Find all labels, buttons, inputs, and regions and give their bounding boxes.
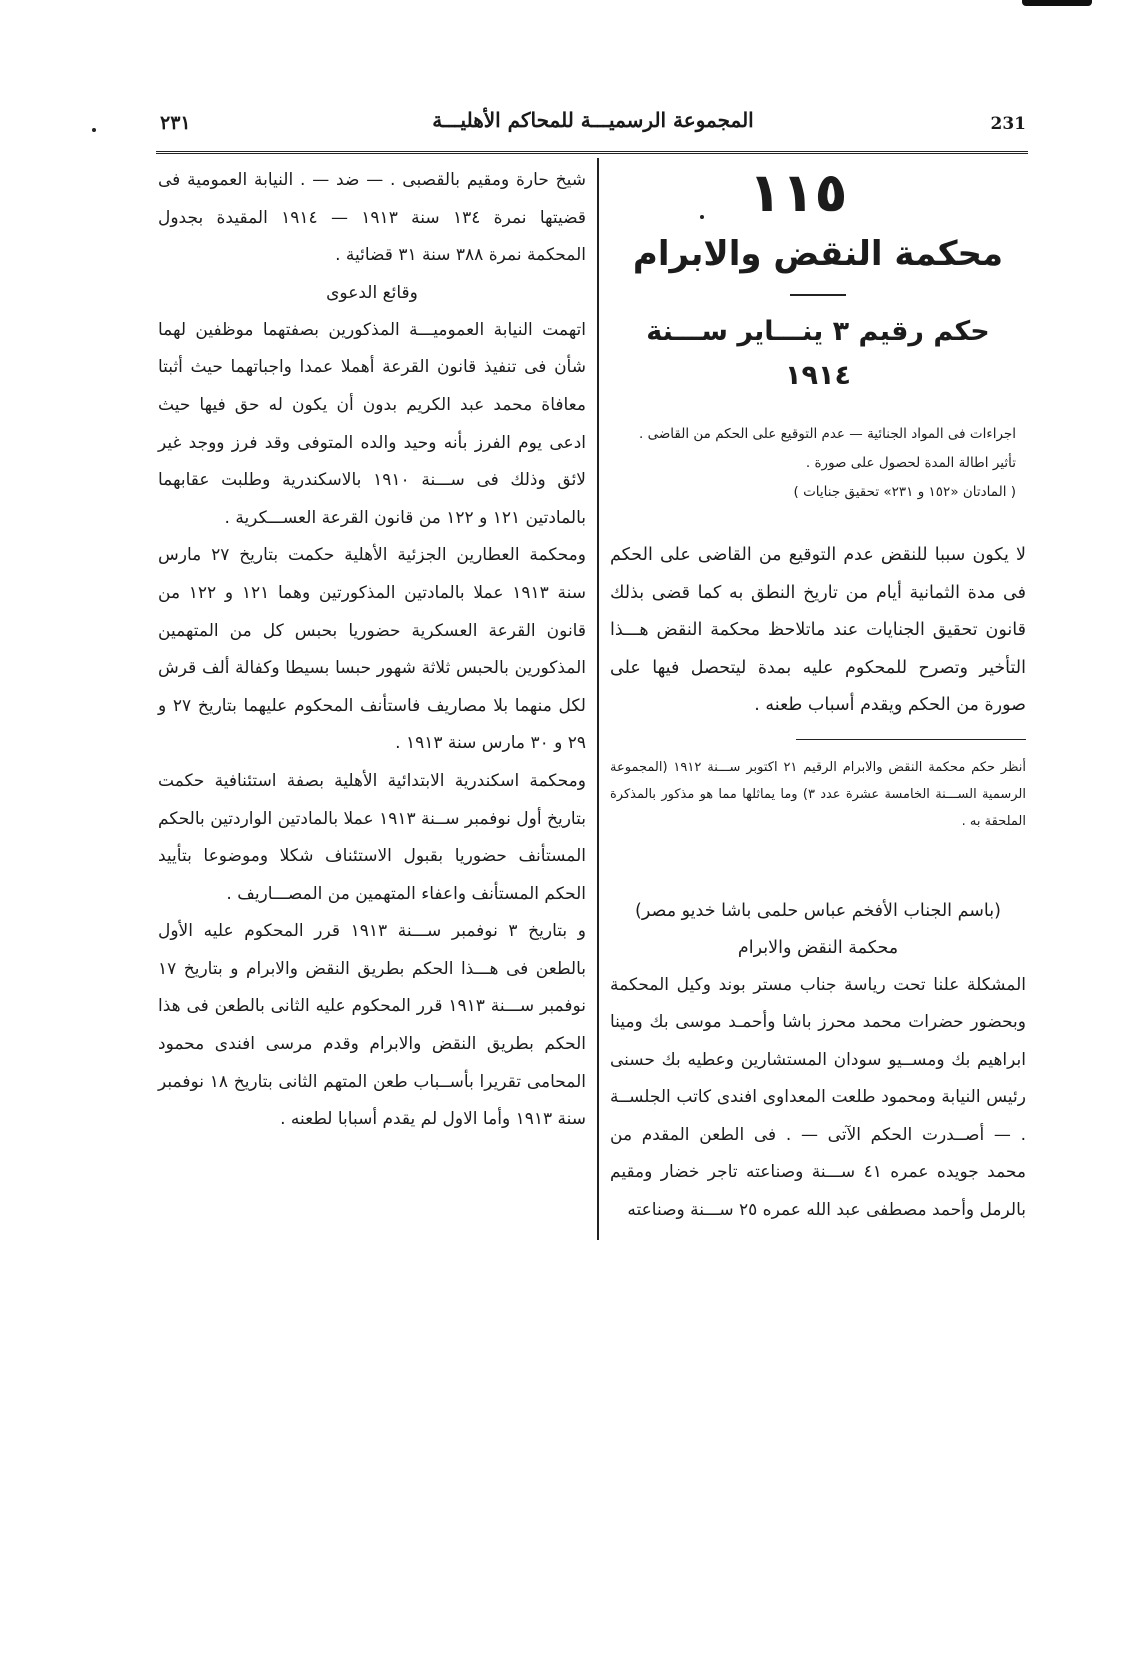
paragraph-first-instance: ومحكمة العطارين الجزئية الأهلية حكمت بتاريخ ٢٧ مارس سنة ١٩١٣ عملا بالمادتين المذكورتين وهما ١٢١ و ١٢٢ من قانون القرعة العسكرية حضوريا بحبس كل من المتهمين المذكورين بالحبس ثلاثة شهور حبسا بسيطا وكفالة ألف قرش لكل منهما بلا مصاريف فاستأنف المحكوم عليهما بتاريخ ٢٧ و ٢٩ و ٣٠ مارس سنة ١٩١٣ .	[158, 545, 586, 754]
page-header	[160, 108, 1026, 148]
stray-mark	[92, 128, 96, 132]
paragraph-cassation: و بتاريخ ٣ نوفمبر ســـنة ١٩١٣ قرر المحكوم عليه الأول بالطعن فى هـــذا الحكم بطريق النقض والابرام و بتاريخ ١٧ نوفمبر ســـنة ١٩١٣ قرر المحكوم عليه الثانى بالطعن فى هذا الحكم بطريق النقض والابرام وقدم مرسى افندى محمود المحامى تقريرا بأســباب طعن المتهم الثانى بتاريخ ١٨ نوفمبر سنة ١٩١٣ وأما الاول لم يقدم أسبابا لطعنه .	[158, 921, 586, 1130]
syllabus-line: تأثير اطالة المدة لحصول على صورة .	[805, 455, 1016, 471]
syllabus-articles: ( المادتان «١٥٢ و ٢٣١» تحقيق جنايات )	[793, 484, 1016, 500]
header-rule	[156, 151, 1028, 154]
right-column	[610, 160, 1026, 1230]
invocation: (باسم الجناب الأفخم عباس حلمى باشا خديو مصر)	[635, 900, 1001, 921]
footnote-rule	[796, 739, 1026, 740]
paragraph-appeal: ومحكمة اسكندرية الابتدائية الأهلية بصفة استئنافية حكمت بتاريخ أول نوفمبر ســنة ١٩١٣ عملا بالمادتين الواردتين بالحكم المستأنف حضوريا بقبول الاستئناف شكلا وموضوعا بتأييد الحكم المستأنف واعفاء المتهمين من المصـــاريف .	[158, 770, 586, 904]
left-column	[158, 162, 586, 1139]
session-opening: المشكلة علنا تحت رياسة جناب مستر بوند وكيل المحكمة وبحضور حضرات محمد محرز باشا وأحمـد موسى بك ومينا ابراهيم بك ومســيو سودان المستشارين وعطيه بك حسنى رئيس النيابة ومحمود طلعت المعداوى افندى كاتب الجلســة . — أصــدرت الحكم الآتى — . فى الطعن المقدم من محمد جويده عمره ٤١ ســـنة وصناعته تاجر خضار ومقيم بالرمل وأحمد مصطفى عبد الله عمره ٢٥ ســـنة وصناعته	[610, 974, 1027, 1221]
legal-summary: لا يكون سببا للنقض عدم التوقيع من القاضى على الحكم فى مدة الثمانية أيام من تاريخ النطق به كما قضى بذلك قانون تحقيق الجنايات عند ماتلاحظ محكمة النقض هـــذا التأخير وتصرح للمحكوم عليه بمدة ليتحصل فيها على صورة من الحكم ويقدم أسباب طعنه .	[610, 545, 1026, 715]
decision-date: حكم رقيم ٣ ينـــاير ســـنة ١٩١٤	[646, 316, 990, 391]
page-number-arabic: ٢٣١	[160, 112, 191, 134]
syllabus-line: اجراءات فى المواد الجنائية — عدم التوقيع على الحكم من القاضى .	[639, 426, 1016, 442]
ink-mark	[1022, 0, 1092, 6]
case-number: ١١٥	[748, 161, 848, 224]
page-number: 231	[990, 114, 1026, 134]
footnote: أنظر حكم محكمة النقض والابرام الرقيم ٢١ اكتوبر ســـنة ١٩١٢ (المجموعة الرسمية الســـنة الخامسة عشرة عدد ٣) وما يماثلها مما هو مذكور بالمذكرة الملحقة به .	[610, 759, 1026, 829]
title-rule	[790, 294, 846, 296]
session-opening-cont: شيخ حارة ومقيم بالقصبى . — ضد — . النيابة العمومية فى قضيتها نمرة ١٣٤ سنة ١٩١٣ — ١٩١٤ المقيدة بجدول المحكمة نمرة ٣٨٨ سنة ٣١ قضائية .	[158, 170, 586, 266]
court-heading: محكمة النقض والابرام	[737, 937, 899, 958]
running-title: المجموعة الرسميـــة للمحاكم الأهليـــة	[432, 108, 754, 132]
column-divider	[597, 158, 599, 1240]
paragraph-indictment: اتهمت النيابة العموميـــة المذكورين بصفتهما موظفين لهما شأن فى تنفيذ قانون القرعة أهملا عمدا واجباتهما حيث أثبتا معافاة محمد عبد الكريم بدون أن يكون له حق فيها حيث ادعى يوم الفرز بأنه وحيد والده المتوفى وقد فرز ووجد غير لائق وذلك فى ســـنة ١٩١٠ بالاسكندرية وطلبت عقابهما بالمادتين ١٢١ و ١٢٢ من قانون القرعة العســـكرية .	[158, 319, 587, 528]
court-title: محكمة النقض والابرام	[632, 234, 1004, 274]
facts-heading: وقائع الدعوى	[326, 282, 418, 303]
